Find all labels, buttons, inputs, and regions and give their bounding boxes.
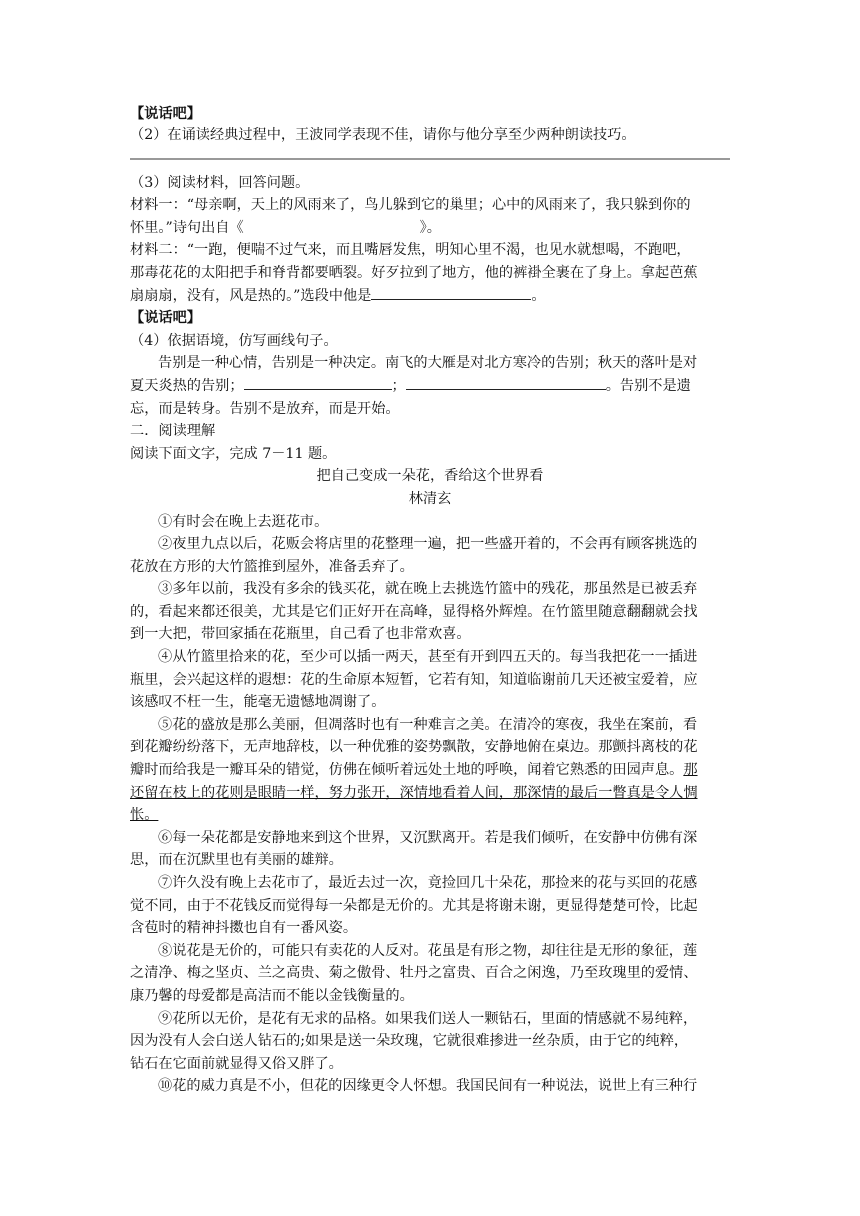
material-1-line: 怀里。”诗句出自《 》。 [130,219,441,236]
answer-blank[interactable] [244,218,420,232]
paragraph-line: ②夜里九点以后，花贩会将店里的花整理一遍，把一些盛开着的，不会再有顾客挑选的 [158,536,698,553]
part-heading: 二．阅读理解 [130,423,216,440]
paragraph-line: 含苞时的精神抖擞也自有一番风姿。 [130,920,358,937]
paragraph-line: ⑤花的盛放是那么美丽，但凋落时也有一种难言之美。在清冷的寒夜，我坐在案前，看 [158,716,698,733]
paragraph-line: ④从竹篮里拾来的花，至少可以插一两天，甚至有开到四五天的。每当我把花一一插进 [158,649,698,666]
material-2-line: 那毒花花的太阳把手和脊背都要晒裂。好歹拉到了地方，他的裤褂全裹在了身上。拿起芭蕉 [130,264,698,281]
question-4-text: 告别是一种心情，告别是一种决定。南飞的大雁是对北方寒冷的告别；秋天的落叶是对 [158,355,698,372]
paragraph-line: 花放在方形的大竹篮推到屋外，准备丢弃了。 [130,558,414,575]
paragraph-line: ③多年以前，我没有多余的钱买花，就在晚上去挑选竹篮中的残花，那虽然是已被丢弃 [158,581,698,598]
article-title: 把自己变成一朵花，香给这个世界看 [316,468,544,485]
paragraph-line: 瓶里，会兴起这样的遐想：花的生命原本短暂，它若有知，知道临谢前几天还被宝爱着，应 [130,671,698,688]
document-page [130,104,730,1098]
paragraph-line: ⑨花所以无价，是花有无求的品格。如果我们送人一颗钻石，里面的情感就不易纯粹， [158,1010,698,1027]
underlined-sentence: 那 [683,762,698,779]
paragraph-line: ⑧说花是无价的，可能只有卖花的人反对。花虽是有形之物，却往往是无形的象征，莲 [158,942,698,959]
paragraph-line: 思，而在沉默里也有美丽的雄辩。 [130,852,343,869]
question-3: （3）阅读材料，回答问题。 [130,174,310,191]
article-author: 林清玄 [408,490,452,507]
part-intro: 阅读下面文字，完成 7－11 题。 [130,445,337,462]
section-heading: 【说话吧】 [130,106,201,122]
material-2-line: 扇扇扇，没有，风是热的。”选段中他是 。 [130,285,730,308]
paragraph-line: 瓣时而给我是一瓣耳朵的错觉，仿佛在倾听着远处土地的呼唤，闻着它熟悉的田园声息。那 [130,762,698,779]
answer-blank[interactable] [406,375,606,390]
answer-blank[interactable] [244,375,392,390]
paragraph-line: 康乃馨的母爱都是高洁而不能以金钱衡量的。 [130,987,414,1004]
paragraph-line: 到一大把，带回家插在花瓶里，自己看了也非常欢喜。 [130,626,471,643]
paragraph-line: ⑥每一朵花都是安静地来到这个世界，又沉默离开。若是我们倾听，在安静中仿佛有深 [158,829,698,846]
paragraph-line: 因为没有人会白送人钻石的;如果是送一朵玫瑰，它就很难掺进一丝杂质，由于它的纯粹， [130,1033,689,1050]
question-4-text: 忘，而是转身。告别不是放弃，而是开始。 [130,400,400,417]
question-4-text: 夏天炎热的告别； ； 。告别不是遗 [130,375,730,398]
question-2: （2）在诵读经典过程中，王波同学表现不佳，请你与他分享至少两种朗读技巧。 [130,127,636,143]
answer-divider [130,158,730,160]
question-4: （4）依据语境，仿写画线句子。 [130,332,338,349]
material-2-line: 材料二：“一跑，便喘不过气来，而且嘴唇发焦，明知心里不渴，也见水就想喝，不跑吧， [130,242,691,259]
paragraph-line: 的，看起来都还很美，尤其是它们正好开在高峰，显得格外辉煌。在竹篮里随意翻翻就会找 [130,603,698,620]
section-heading: 【说话吧】 [130,310,201,327]
paragraph-line: 到花瓣纷纷落下，无声地辞枝，以一种优雅的姿势飘散，安静地俯在桌边。那颤抖离枝的花 [130,739,698,756]
answer-blank[interactable] [371,285,531,300]
paragraph-line: ⑩花的威力真是不小，但花的因缘更令人怀想。我国民间有一种说法，说世上有三种行 [158,1078,698,1095]
paragraph-line: 觉不同，由于不花钱反而觉得每一朵都是无价的。尤其是将谢未谢，更显得楚楚可怜，比起 [130,897,698,914]
paragraph-line: 钻石在它面前就显得又俗又胖了。 [130,1055,343,1072]
article-body [130,511,730,1098]
paragraph-line: ①有时会在晚上去逛花市。 [158,513,329,530]
underlined-sentence: 还留在枝上的花则是眼睛一样，努力张开，深情地看着人间，那深情的最后一瞥真是令人惆 [130,784,698,801]
underlined-sentence: 怅。 [130,807,159,824]
paragraph-line: 之清净、梅之坚贞、兰之高贵、菊之傲骨、牡丹之富贵、百合之闲逸，乃至玫瑰里的爱情、 [130,965,698,982]
material-1-line: 材料一：“母亲啊，天上的风雨来了，鸟儿躲到它的巢里；心中的风雨来了，我只躲到你的 [130,197,691,214]
paragraph-line: ⑦许久没有晚上去花市了，最近去过一次，竟捡回几十朵花，那捡来的花与买回的花感 [158,875,698,891]
paragraph-line: 该感叹不枉一生，能毫无遗憾地凋谢了。 [130,694,386,711]
